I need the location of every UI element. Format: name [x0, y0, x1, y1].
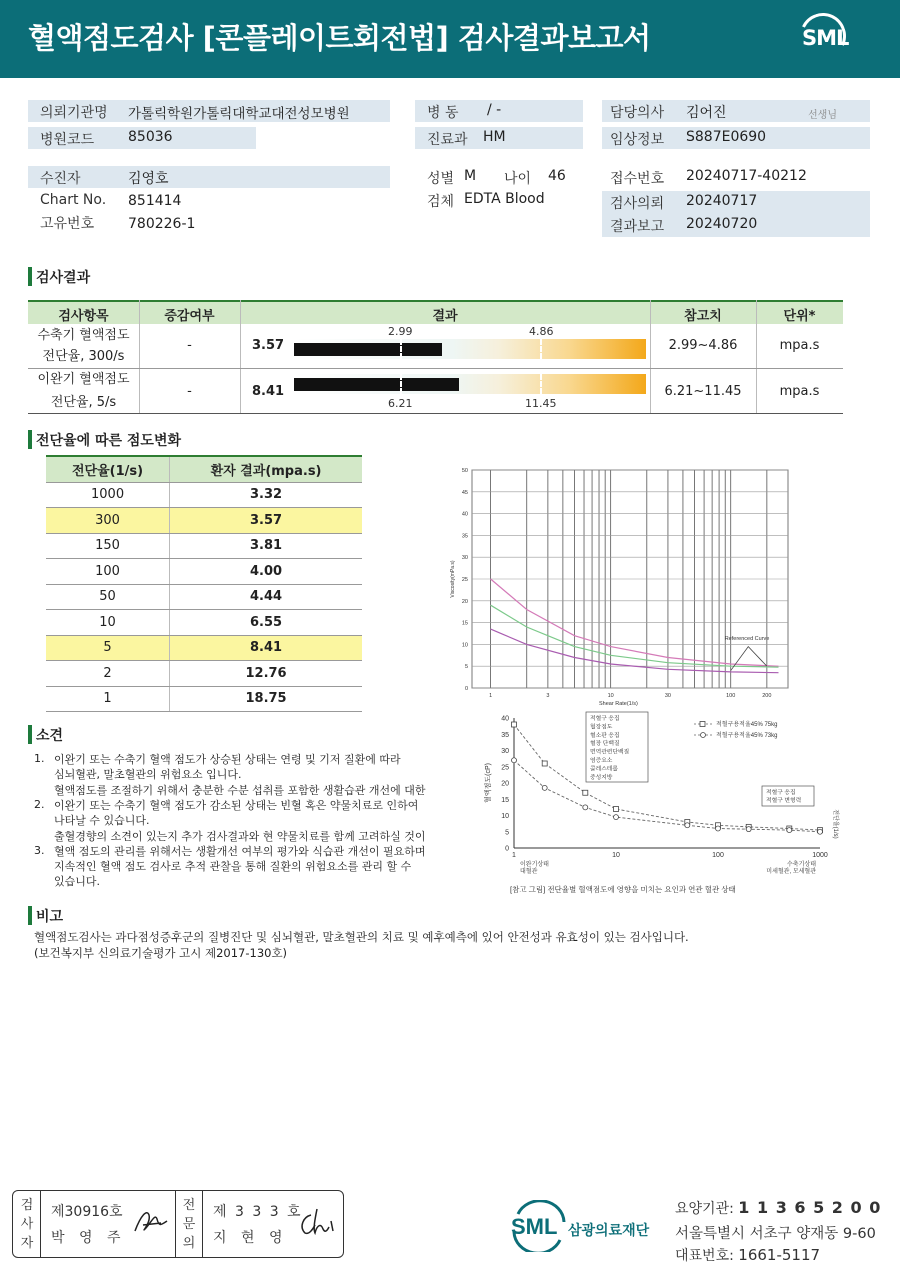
chart2-point	[512, 758, 517, 763]
patient-result-cell: 3.32	[170, 482, 362, 508]
signature-box	[12, 1190, 344, 1258]
report-value: 20240720	[686, 216, 758, 232]
chart1-ytick: 35	[461, 533, 468, 540]
range-value: 2.99~4.86	[668, 338, 738, 353]
chart2-legend-label: 적혈구용적율45% 73kg	[716, 733, 778, 739]
findings-section-title: 소견	[36, 725, 63, 745]
chart2-legend-marker	[700, 722, 705, 727]
chart2-ytick: 0	[505, 845, 509, 853]
patient-value: 김영호	[128, 171, 169, 187]
chart1-ytick: 30	[461, 555, 468, 562]
sml-logo: SML	[796, 11, 852, 67]
chart1-xtick: 100	[726, 693, 736, 699]
result-gauge	[294, 374, 646, 394]
gauge-high-mark	[540, 339, 542, 359]
chart2-point	[716, 826, 721, 831]
chart2-factor: 콜레스테롤	[590, 766, 618, 773]
patient-result-cell: 12.76	[170, 661, 362, 687]
specialist-signature	[295, 1205, 339, 1239]
footer-phone: 대표번호: 1661-5117	[675, 1246, 821, 1264]
request-value: 20240717	[686, 193, 758, 209]
viscosity-factor-chart	[474, 710, 844, 900]
patient-label: 수진자	[40, 171, 81, 187]
clinical-value: S887E0690	[686, 129, 767, 145]
chart1-ytick: 5	[464, 664, 468, 671]
low-tick: 6.21	[388, 397, 413, 410]
shear-rate-cell: 1000	[46, 482, 170, 508]
chart2-right-factor: 적혈구 응집	[766, 790, 796, 796]
chart2-series-line	[514, 725, 820, 831]
chart2-point	[542, 761, 547, 766]
chart1-xtick: 3	[546, 693, 550, 699]
sex-value: M	[464, 168, 477, 184]
dept-label: 진료과	[427, 132, 468, 148]
chart2-point	[542, 785, 547, 790]
chart1-annotation: Referenced Curve	[724, 636, 770, 643]
chart1-ytick: 45	[461, 489, 468, 496]
gauge-fill	[294, 343, 442, 356]
finding-number: 3.	[34, 843, 45, 857]
chart1-xtick: 1	[489, 693, 493, 699]
chart2-factor: 면역관련단백질	[590, 749, 630, 756]
chart1-ytick: 0	[464, 686, 468, 692]
chart2-left-label: 이완기상태	[520, 862, 549, 868]
viscosity-row	[46, 686, 362, 712]
chart2-right-label: 수축기상태	[787, 862, 816, 868]
patient-result-cell: 3.81	[170, 533, 362, 559]
chart2-ytick: 10	[501, 813, 509, 820]
chart2-factor: 염증요소	[590, 758, 613, 764]
high-tick: 4.86	[529, 325, 554, 338]
chart1-xtick: 30	[664, 693, 672, 699]
chart2-ytick: 25	[501, 764, 509, 772]
remarks-section-title: 비고	[36, 906, 63, 926]
chart1-ytick: 40	[461, 511, 468, 518]
patient-result-cell: 18.75	[170, 686, 362, 712]
chart1-xlabel: Shear Rate(1/s)	[599, 701, 638, 707]
chart2-caption: [참고 그림] 전단율별 혈액점도에 영향을 미치는 요인과 연관 혈관 상태	[510, 885, 736, 894]
unit-value: mpa.s	[779, 384, 820, 399]
viscosity-row	[46, 584, 362, 610]
patient-result-cell: 4.44	[170, 584, 362, 610]
inspector-signature	[131, 1205, 171, 1239]
remarks-text	[34, 929, 689, 961]
finding-line: 이완기 또는 수축기 혈액 점도가 감소된 상태는 빈혈 혹은 약물치료로 인하여	[54, 798, 419, 812]
chart2-ytick: 20	[501, 780, 509, 788]
chart2-xtick: 100	[712, 852, 724, 859]
finding-line: 나타날 수 있습니다.	[54, 814, 150, 828]
chart-value: 851414	[128, 193, 182, 209]
chart2-ytick: 15	[501, 796, 509, 804]
specimen-value: EDTA Blood	[464, 191, 545, 207]
chart1-ytick: 20	[461, 598, 468, 605]
clinical-label: 임상정보	[610, 132, 665, 148]
report-header	[0, 0, 900, 78]
chart1-xtick: 200	[762, 693, 772, 699]
finding-number: 1.	[34, 752, 45, 765]
chart2-factor: 중성지방	[590, 774, 613, 781]
request-label: 검사의뢰	[610, 196, 665, 212]
item-line2: 전단율, 5/s	[50, 395, 117, 410]
low-tick: 2.99	[388, 325, 413, 338]
chart2-right-label: 미세혈관, 모세혈관	[766, 869, 816, 875]
result-value: 3.57	[252, 338, 285, 353]
chart2-factor: 혈장 단백질	[590, 741, 620, 748]
shear-rate-cell: 5	[46, 635, 170, 661]
viscosity-row	[46, 635, 362, 661]
th-change: 증감여부	[164, 309, 215, 324]
doctor-suffix: 선생님	[808, 110, 837, 121]
finding-line: 있습니다.	[54, 875, 101, 889]
finding-line: 이완기 또는 수축기 혈액 점도가 상승된 상태는 연령 및 기저 질환에 따라	[54, 753, 401, 766]
finding-number: 2.	[34, 797, 45, 811]
chart2-point	[583, 805, 588, 810]
unit-value: mpa.s	[779, 338, 820, 353]
chart1-xtick: 10	[607, 693, 614, 699]
chart2-right-axis-label: 전단율(1/s)	[832, 809, 838, 839]
item-line1: 이완기 혈액점도	[37, 372, 130, 387]
ward-label: 병 동	[427, 105, 459, 121]
patient-result-cell: 3.57	[170, 508, 362, 534]
inspector-number: 제30916호	[51, 1204, 123, 1220]
chart2-point	[614, 815, 619, 820]
chart2-factor: 혈장점도	[590, 724, 613, 731]
patient-result-cell: 8.41	[170, 635, 362, 661]
gauge-low-mark	[400, 374, 402, 394]
chart2-ytick: 5	[505, 829, 509, 837]
hosp-code-label: 병원코드	[40, 132, 95, 148]
inspector-name: 박 영 주	[51, 1230, 126, 1246]
shear-rate-cell: 150	[46, 533, 170, 559]
chart2-xtick: 1000	[812, 852, 828, 859]
req-org-label: 의뢰기관명	[40, 105, 108, 121]
receipt-value: 20240717-40212	[686, 168, 807, 184]
remarks-line2: (보건복지부 신의료기술평가 고시 제2017-130호)	[34, 946, 288, 960]
footer-address: 서울특별시 서초구 양재동 9-60	[675, 1226, 876, 1242]
doctor-value: 김어진	[686, 105, 727, 121]
viscosity-reference-chart	[446, 462, 790, 712]
chart2-point	[787, 828, 792, 833]
viscosity-row	[46, 661, 362, 687]
report-title: 혈액점도검사 [콘플레이트회전법] 검사결과보고서	[28, 21, 651, 55]
shear-rate-cell: 100	[46, 559, 170, 585]
chart1-ytick: 25	[461, 577, 468, 583]
inspector-label: 검 사 자	[20, 1198, 34, 1251]
viscosity-row	[46, 508, 362, 534]
chart1-ytick: 15	[461, 620, 468, 627]
specialist-number: 제 3 3 3 호	[213, 1204, 303, 1220]
hosp-code-value: 85036	[128, 129, 173, 145]
report-label: 결과보고	[610, 219, 665, 235]
gauge-low-mark	[400, 339, 402, 359]
age-value: 46	[548, 168, 566, 184]
finding-line: 혈액점도를 조절하기 위해서 충분한 수분 섭취를 포함한 생활습관 개선에 대한	[54, 783, 426, 797]
change-value: -	[187, 384, 192, 399]
gauge-fill	[294, 378, 459, 391]
viscosity-row	[46, 610, 362, 636]
chart2-ylabel: 혈액점도(cP)	[485, 763, 492, 803]
th-patient-result: 환자 결과(mpa.s)	[170, 456, 362, 482]
chart2-point	[583, 790, 588, 795]
footer-logo	[508, 1200, 668, 1255]
chart-label: Chart No.	[40, 192, 107, 208]
result-gauge	[294, 339, 646, 359]
dept-value: HM	[483, 129, 506, 145]
chart2-xtick: 1	[512, 852, 516, 859]
shear-rate-cell: 300	[46, 508, 170, 534]
svg-text:SML: SML	[511, 1214, 558, 1239]
chart2-point	[685, 823, 690, 828]
viscosity-row	[46, 482, 362, 508]
th-range: 참고치	[684, 309, 722, 324]
doctor-label: 담당의사	[610, 105, 665, 121]
result-value: 8.41	[252, 384, 285, 399]
th-item: 검사항목	[58, 309, 109, 324]
finding-line: 지속적인 혈액 점도 검사로 추적 관찰을 통해 질환의 위험요소를 관리 할 수	[54, 860, 412, 874]
chart1-ylabel: Viscosity(mPa.s)	[450, 560, 456, 598]
chart2-ytick: 40	[501, 715, 509, 723]
chart2-factor: 혈소판 응집	[590, 732, 620, 739]
range-value: 6.21~11.45	[664, 384, 742, 399]
remarks-line1: 혈액점도검사는 과다점성증후군의 질병진단 및 심뇌혈관, 말초혈관의 치료 및 예후예측에 있어 안전성과 유효성이 있는 검사입니다.	[34, 930, 689, 944]
item-line1: 수축기 혈액점도	[37, 328, 130, 343]
chart2-left-label: 대혈관	[520, 869, 538, 875]
chart2-ytick: 35	[501, 731, 509, 739]
chart2-point	[818, 829, 823, 834]
th-result: 결과	[432, 309, 458, 324]
chart2-right-factor: 적혈구 변형력	[766, 798, 802, 804]
ward-value: / -	[487, 102, 502, 118]
viscosity-section-title: 전단율에 따른 점도변화	[36, 430, 181, 450]
shear-rate-cell: 50	[46, 584, 170, 610]
patient-result-cell: 6.55	[170, 610, 362, 636]
gauge-high-mark	[540, 374, 542, 394]
shear-rate-cell: 1	[46, 686, 170, 712]
results-section-title: 검사결과	[36, 267, 90, 287]
chart2-factor: 적혈구 응집	[590, 716, 620, 722]
results-table-header	[28, 300, 843, 324]
chart2-legend-marker	[701, 733, 706, 738]
footer-logo-mark	[508, 1200, 570, 1252]
patient-result-cell: 4.00	[170, 559, 362, 585]
finding-line: 심뇌혈관, 말초혈관의 위험요소 입니다.	[54, 768, 242, 782]
uid-label: 고유번호	[40, 216, 95, 232]
th-shear-rate: 전단율(1/s)	[46, 456, 170, 482]
change-value: -	[187, 338, 192, 353]
specialist-name: 지 현 영	[213, 1230, 288, 1246]
viscosity-table	[46, 455, 362, 712]
sex-label: 성별	[427, 171, 455, 187]
viscosity-row	[46, 533, 362, 559]
high-tick: 11.45	[525, 397, 557, 410]
chart2-point	[614, 807, 619, 812]
chart2-point	[512, 722, 517, 727]
item-line2: 전단율, 300/s	[42, 349, 125, 364]
chart2-ytick: 30	[501, 748, 509, 755]
footer-org-name: 삼광의료재단	[568, 1223, 650, 1239]
specimen-label: 검체	[427, 194, 455, 210]
req-org-value: 가톨릭학원가톨릭대학교대전성모병원	[128, 106, 350, 122]
age-label: 나이	[504, 171, 532, 187]
receipt-label: 접수번호	[610, 171, 665, 187]
specialist-label: 전 문 의	[182, 1198, 196, 1251]
footer-code: 요양기관: 1 1 3 6 5 2 0 0	[675, 1198, 882, 1217]
chart2-xtick: 10	[612, 852, 620, 859]
chart1-ytick: 10	[461, 642, 468, 649]
finding-line: 혈액 점도의 관리를 위해서는 생활개선 여부의 평가와 식습관 개선이 필요하며	[54, 844, 426, 858]
chart2-legend-label: 적혈구용적율45% 75kg	[716, 722, 778, 728]
finding-line: 출혈경향의 소견이 있는지 추가 검사결과와 현 약물치료를 함께 고려하실 것이	[54, 829, 426, 843]
chart1-ytick: 50	[461, 468, 468, 474]
shear-rate-cell: 10	[46, 610, 170, 636]
viscosity-row	[46, 559, 362, 585]
uid-value: 780226-1	[128, 216, 196, 232]
shear-rate-cell: 2	[46, 661, 170, 687]
chart2-point	[746, 827, 751, 832]
th-unit: 단위*	[783, 309, 816, 324]
